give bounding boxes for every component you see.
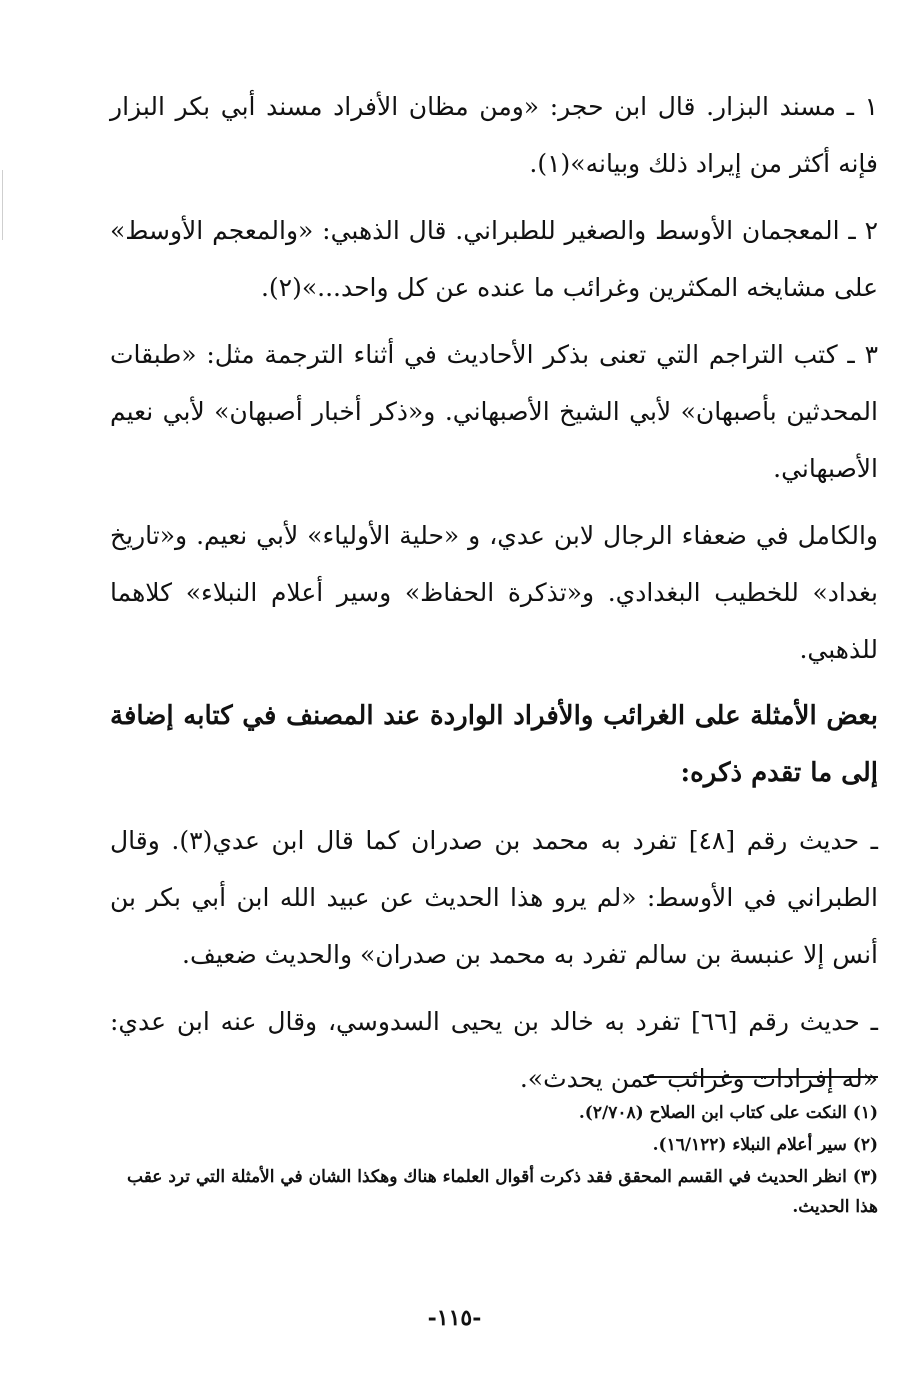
paragraph-musnad-bazzar: ١ ـ مسند البزار. قال ابن حجر: «ومن مظان الأفراد مسند أبي بكر البزار فإنه أكثر من إيراد ذلك وبيانه»(١).: [110, 92, 878, 178]
paragraph-muajam-tabarani: ٢ ـ المعجمان الأوسط والصغير للطبراني. قال الذهبي: «والمعجم الأوسط» على مشايخه المكثرين وغرائب ما عنده عن كل واحد...»(٢).: [110, 216, 878, 302]
paragraph-biography-books: ٣ ـ كتب التراجم التي تعنى بذكر الأحاديث في أثناء الترجمة مثل: «طبقات المحدثين بأصبهان» لأبي الشيخ الأصبهاني. و«ذكر أخبار أصبهان» لأبي نعيم الأصبهاني.: [110, 340, 878, 483]
footnote-3: (٣) انظر الحديث في القسم المحقق فقد ذكرت أقوال العلماء هناك وهكذا الشان في الأمثلة التي ترد عقب هذا الحديث.: [127, 1167, 878, 1217]
footnote-2: (٢) سير أعلام النبلاء (١٦/١٢٢).: [652, 1135, 878, 1155]
section-heading-examples: بعض الأمثلة على الغرائب والأفراد الواردة عند المصنف في كتابه إضافة إلى ما تقدم ذكره:: [110, 701, 878, 788]
footnote-1: (١) النكت على كتاب ابن الصلاح (٢/٧٠٨).: [578, 1103, 878, 1123]
footnotes: [110, 1098, 878, 1224]
paragraph-hadith-66: ـ حديث رقم [٦٦] تفرد به خالد بن يحيى السدوسي، وقال عنه ابن عدي: «له إفرادات وغرائب عمن يحدث».: [110, 1007, 878, 1093]
main-text: [110, 78, 878, 1117]
paragraph-kamil-hilya: والكامل في ضعفاء الرجال لابن عدي، و «حلية الأولياء» لأبي نعيم. و«تاريخ بغداد» للخطيب البغدادي. و«تذكرة الحفاظ» وسير أعلام النبلاء» كلاهما للذهبي.: [110, 521, 878, 664]
footnote-divider: [643, 1076, 878, 1078]
paragraph-hadith-48: ـ حديث رقم [٤٨] تفرد به محمد بن صدران كما قال ابن عدي(٣). وقال الطبراني في الأوسط: «لم يرو هذا الحديث عن عبيد الله ابن أبي بكر بن أنس إلا عنبسة بن سالم تفرد به محمد بن صدران» والحديث ضعيف.: [110, 826, 879, 969]
scan-margin-mark: [2, 170, 3, 240]
page-number: -١١٥-: [427, 1305, 482, 1331]
